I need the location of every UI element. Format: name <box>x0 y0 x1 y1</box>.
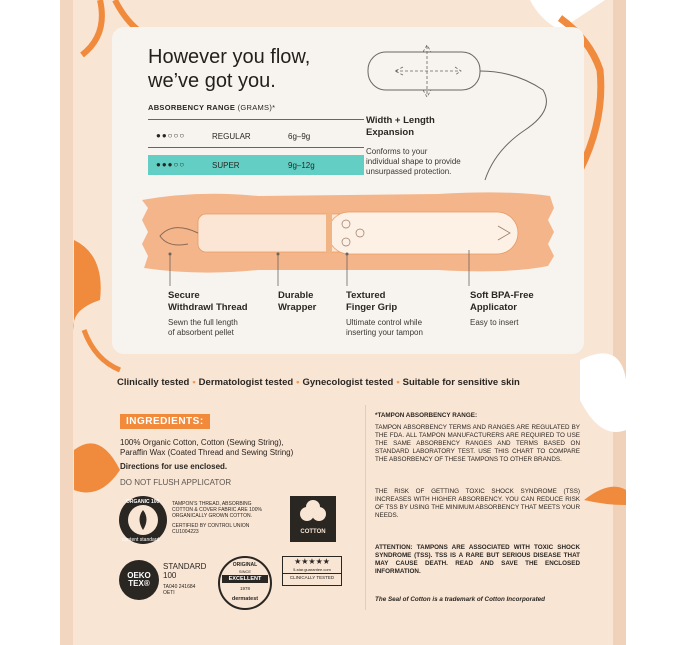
ingredients-line-2: Paraffin Wax (Coated Thread and Sewing String) <box>120 448 294 457</box>
separator-dot-icon: • <box>192 377 196 388</box>
feature-title-line-2: Applicator <box>470 302 517 313</box>
headline-line-1: However you flow, <box>148 46 311 68</box>
expansion-desc-line-2: individual shape to provide <box>366 157 461 166</box>
cotton-seal-text: COTTON <box>300 529 326 535</box>
expansion-desc-line-3: unsurpassed protection. <box>366 167 452 176</box>
fineprint-attention: ATTENTION: TAMPONS ARE ASSOCIATED WITH TOXIC SHOCK SYNDROME (TSS). TSS IS A RARE BUT SERIOUS DISEASE THAT MAY CAUSE DEATH. READ AND SAVE THE ENCLOSED INFORMATION. <box>375 544 580 575</box>
claims-bar <box>117 377 587 388</box>
oeko-tex-icon <box>119 560 159 600</box>
derma-top-text: ORIGINAL <box>232 562 258 568</box>
claim-gynecologist-tested: Gynecologist tested <box>302 377 394 388</box>
feature-grip-desc <box>346 318 423 338</box>
derma-since-text: SINCE <box>238 569 252 574</box>
organic-text-2: COTTON & COVER FABRIC ARE 100% <box>172 507 262 513</box>
feature-title-line-2: Wrapper <box>278 302 317 313</box>
feature-title-line-2: Withdrawl Thread <box>168 302 248 313</box>
derma-bottom-text: dermatest <box>231 596 259 602</box>
standard-line-2: 100 <box>163 571 177 580</box>
claim-clinically-tested: Clinically tested <box>117 377 190 388</box>
fineprint-paragraph-2: THE RISK OF GETTING TOXIC SHOCK SYNDROME (TSS) INCREASES WITH HIGHER ABSORBENCY. YOU CAN REDUCE RISK OF TSS BY USING THE MINIMUM ABSORBENCY THAT MEETS YOUR NEEDS. <box>375 488 580 519</box>
five-star-badge <box>282 556 342 586</box>
five-stars-icon: ★★★★★ <box>294 557 330 566</box>
organic-seal-bottom-text: content standard <box>122 537 160 543</box>
organic-cert-text <box>172 501 262 535</box>
expansion-description <box>366 147 461 177</box>
standard-institute: OETI <box>163 590 175 596</box>
organic-seal-top-text: ORGANIC 100 <box>126 499 160 505</box>
fineprint-heading: *TAMPON ABSORBENCY RANGE: <box>375 412 478 419</box>
expansion-title-line-2: Expansion <box>366 127 415 138</box>
seal-of-cotton-icon <box>290 496 336 542</box>
droplet-dots-icon: ●●●○○ <box>156 160 186 169</box>
ingredients-line-1: 100% Organic Cotton, Cotton (Sewing String), <box>120 438 284 447</box>
row-range: 6g–9g <box>288 132 311 141</box>
organic-text-5: CU1004223 <box>172 529 199 535</box>
feature-thread-desc <box>168 318 238 338</box>
derma-year-text: 1978 <box>239 586 250 591</box>
seal-trademark-note: The Seal of Cotton is a trademark of Cotton Incorporated <box>375 596 546 603</box>
feature-thread-title <box>168 290 248 314</box>
absorbency-range-title <box>148 103 275 112</box>
feature-title-line-1: Secure <box>168 290 200 301</box>
headline <box>148 45 310 93</box>
stars-url: 5-star.guarantee.com <box>293 567 331 572</box>
clinically-tested-label: CLINICALLY TESTED <box>283 573 341 581</box>
row-name: SUPER <box>212 161 240 170</box>
absorbency-title-text: ABSORBENCY RANGE <box>148 103 236 112</box>
standard-code-text <box>163 584 195 596</box>
feature-desc-line-1: Sewn the full length <box>168 318 238 327</box>
droplet-dots-icon: ●●○○○ <box>156 131 186 140</box>
feature-title-line-2: Finger Grip <box>346 302 398 313</box>
organic-text-4: CERTIFIED BY CONTROL UNION <box>172 523 250 529</box>
absorbency-row-regular <box>148 126 364 146</box>
row-divider <box>148 119 364 120</box>
callout-lines <box>160 250 520 290</box>
flush-warning: DO NOT FLUSH APPLICATOR <box>120 478 232 487</box>
feature-desc-line-2: inserting your tampon <box>346 328 423 337</box>
expansion-title <box>366 115 435 139</box>
oeko-line-1: OEKO <box>127 571 151 580</box>
organic-text-3: ORGANICALLY GROWN COTTON. <box>172 513 253 519</box>
feature-title-line-1: Soft BPA-Free <box>470 290 534 301</box>
section-divider <box>365 405 366 610</box>
expansion-title-line-1: Width + Length <box>366 115 435 126</box>
claim-dermatologist-tested: Dermatologist tested <box>198 377 294 388</box>
feature-applicator-desc <box>470 318 518 328</box>
row-range: 9g–12g <box>288 161 315 170</box>
standard-100-text <box>163 562 206 580</box>
directions-text: Directions for use enclosed. <box>120 462 228 471</box>
absorbency-row-super <box>148 155 364 175</box>
feature-desc-line-1: Ultimate control while <box>346 318 423 327</box>
oeko-line-2: TEX® <box>128 579 150 588</box>
ingredients-text <box>120 438 293 458</box>
claim-sensitive-skin: Suitable for sensitive skin <box>402 377 520 388</box>
absorbency-unit: (GRAMS)* <box>237 103 276 112</box>
separator-dot-icon: • <box>296 377 300 388</box>
row-divider <box>148 147 364 148</box>
feature-applicator-title <box>470 290 534 314</box>
dermatest-seal-icon <box>218 556 272 610</box>
separator-dot-icon: • <box>396 377 400 388</box>
headline-line-2: we’ve got you. <box>148 70 276 92</box>
feature-desc-line-1: Easy to insert <box>470 318 519 327</box>
feature-title-line-1: Textured <box>346 290 386 301</box>
fineprint-paragraph-1: TAMPON ABSORBENCY TERMS AND RANGES ARE REGULATED BY THE FDA. ALL TAMPON MANUFACTURERS ARE REQUIRED TO USE THE SAME ABSORBENCY RANGES AND TERMS BASED ON STANDARD LABORATORY TEST. USE THIS CHART TO COMPARE THE ABSORBENCY OF THESE TAMPONS TO OTHER BRANDS. <box>375 424 580 463</box>
feature-wrapper-title <box>278 290 316 314</box>
row-name: REGULAR <box>212 132 251 141</box>
expansion-desc-line-1: Conforms to your <box>366 147 428 156</box>
standard-line-1: STANDARD <box>163 562 207 571</box>
derma-excellent-text: EXCELLENT <box>222 575 268 583</box>
cotton-boll-icon <box>290 496 336 542</box>
feature-grip-title <box>346 290 397 314</box>
ingredients-label: INGREDIENTS: <box>120 414 210 429</box>
standard-code: TA040 241684 <box>163 584 196 590</box>
feature-title-line-1: Durable <box>278 290 314 301</box>
organic-text-1: TAMPON’S THREAD, ABSORBING <box>172 501 252 507</box>
feature-desc-line-2: of absorbent pellet <box>168 328 234 337</box>
